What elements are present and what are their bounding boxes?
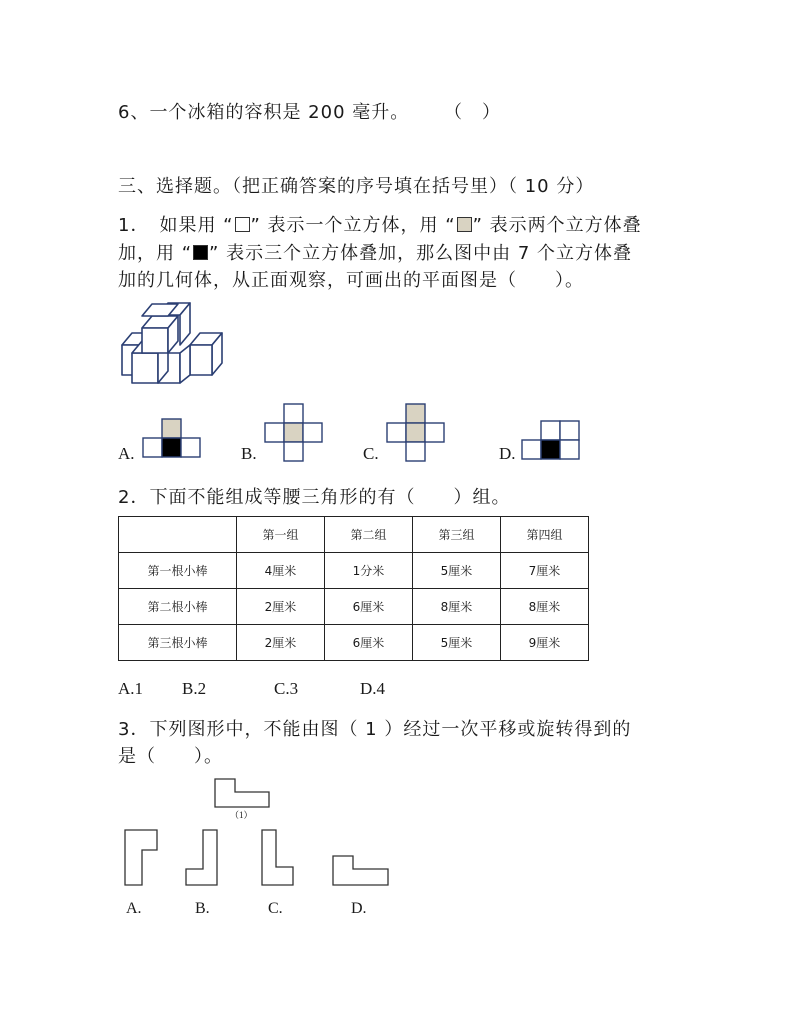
table-row [119,625,589,661]
q3-line1: 3．下列图形中，不能由图（ 1 ）经过一次平移或旋转得到的 [118,719,632,740]
q2-choice-d[interactable]: D.4 [360,679,386,698]
table-cell: 第三根小棒 [119,625,237,661]
table-cell: 2厘米 [237,625,325,661]
table-cell: 8厘米 [501,589,589,625]
table-row [119,589,589,625]
q2-choice-b[interactable]: B.2 [182,679,207,698]
q6-answer-paren[interactable]: （ ） [444,102,501,123]
q1-option-a-label[interactable]: A. [118,444,135,463]
cube-stack-figure [118,298,228,393]
table-cell: 6厘米 [325,589,413,625]
table-cell: 5厘米 [413,625,501,661]
table-cell: 7厘米 [501,553,589,589]
q2-table [118,516,589,661]
q3-reference-figure [214,778,274,810]
q1-line1 [118,211,642,237]
q1-option-a-figure [142,417,202,459]
table-cell: 8厘米 [413,589,501,625]
q3-option-b-figure [185,829,221,887]
section3-title: 三、选择题。（把正确答案的序号填在括号里）（ 10 分） [118,176,595,197]
q1-text-line2b: ” 表示三个立方体叠加，那么图中由 7 个立方体叠 [209,243,632,264]
table-header-row [119,517,589,553]
q1-option-c-figure [386,403,446,463]
table-header-cell: 第一组 [237,517,325,553]
double-cube-icon [457,217,472,232]
q1-option-b-label[interactable]: B. [241,444,257,463]
table-header-cell: 第四组 [501,517,589,553]
table-header-cell: 第二组 [325,517,413,553]
table-cell: 6厘米 [325,625,413,661]
q3-option-c-label[interactable]: C. [268,900,283,917]
table-header-cell [119,517,237,553]
q1-line3: 加的几何体，从正面观察，可画出的平面图是（ ）。 [118,270,584,291]
q6-line [118,98,501,124]
q3-option-d-label[interactable]: D. [351,900,367,917]
table-cell: 1分米 [325,553,413,589]
table-cell: 4厘米 [237,553,325,589]
q3-option-d-figure [332,855,392,887]
q3-option-a-label[interactable]: A. [126,900,142,917]
table-header-cell: 第三组 [413,517,501,553]
q1-text-p2: ” 表示一个立方体，用 “ [250,215,456,236]
q2-choice-a[interactable]: A.1 [118,679,144,698]
q1-text-p3: ” 表示两个立方体叠 [472,215,642,236]
table-cell: 2厘米 [237,589,325,625]
single-cube-icon [235,217,250,232]
q1-option-c-label[interactable]: C. [363,444,379,463]
table-cell: 5厘米 [413,553,501,589]
q3-option-b-label[interactable]: B. [195,900,210,917]
q1-option-d-label[interactable]: D. [499,444,516,463]
q1-option-d-figure [521,420,581,462]
q3-figure-caption: （1） [230,810,253,820]
q2-choice-c[interactable]: C.3 [274,679,299,698]
table-cell: 第一根小棒 [119,553,237,589]
q1-option-b-figure [264,403,324,463]
q3-option-a-figure [124,829,160,887]
q6-text: 6、一个冰箱的容积是 200 毫升。 [118,102,410,123]
triple-cube-icon [193,245,208,260]
q1-line2 [118,239,632,265]
q1-text-line2a: 加，用 “ [118,243,193,264]
q3-option-c-figure [261,829,297,887]
q3-line2: 是（ ）。 [118,746,223,767]
table-row [119,553,589,589]
q1-text-p1: 1． 如果用 “ [118,215,234,236]
table-cell: 第二根小棒 [119,589,237,625]
table-cell: 9厘米 [501,625,589,661]
q2-question: 2．下面不能组成等腰三角形的有（ ）组。 [118,487,511,508]
